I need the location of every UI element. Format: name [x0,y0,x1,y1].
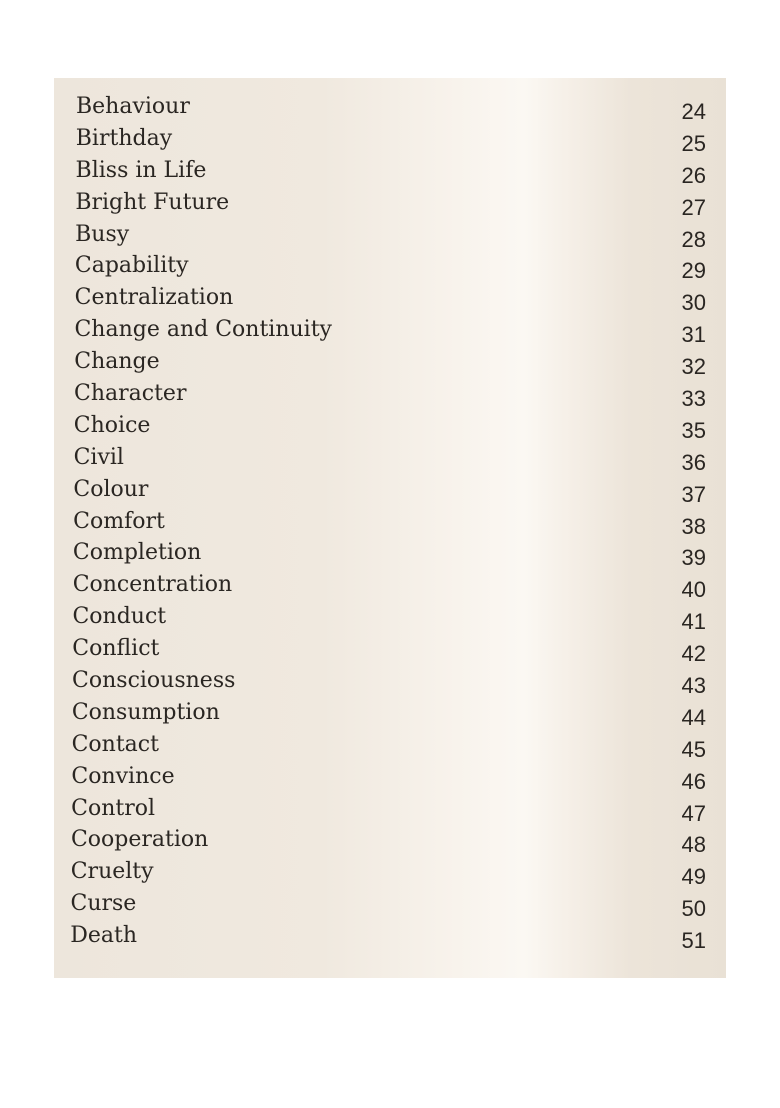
entry-page-number: 48 [681,832,706,858]
entry-page-number: 43 [681,673,706,699]
entry-page-number: 38 [681,513,706,539]
entry-page-number: 41 [681,609,706,635]
entry-title: Cooperation [70,827,209,853]
contents-entry [54,251,726,283]
contents-entry [54,124,726,156]
entry-page-number: 50 [681,896,706,922]
entry-title: Curse [70,891,137,917]
contents-entry [54,857,726,889]
entry-title: Behaviour [76,94,190,119]
entry-title: Conflict [72,636,160,662]
entry-title: Capability [74,253,189,279]
contents-entry [54,156,726,188]
contents-entry [54,730,726,762]
entry-page-number: 37 [681,481,706,507]
entry-page-number: 29 [681,258,706,284]
entry-page-number: 30 [681,290,706,316]
contents-entry [54,602,726,634]
entry-page-number: 51 [681,928,706,954]
entry-title: Busy [75,221,130,247]
contents-entry [54,698,726,730]
entry-title: Consumption [71,699,220,725]
contents-entry [54,379,726,411]
entry-page-number: 28 [681,226,706,252]
entry-page-number: 45 [681,736,706,762]
entry-title: Death [70,923,138,949]
entry-title: Control [71,795,156,821]
entry-title: Conduct [72,604,167,630]
contents-entry [54,538,726,570]
entry-title: Change [74,349,160,375]
scanned-page [54,78,726,978]
entry-page-number: 25 [681,130,706,156]
entry-title: Completion [72,540,202,566]
contents-entry [54,570,726,602]
contents-list [54,92,726,953]
entry-title: Change and Continuity [74,317,332,343]
entry-title: Colour [73,476,149,502]
entry-title: Concentration [72,572,233,598]
entry-title: Contact [71,731,159,757]
contents-entry [54,220,726,252]
entry-page-number: 44 [681,704,706,730]
entry-page-number: 27 [681,194,706,220]
contents-entry [54,411,726,443]
contents-entry [54,188,726,220]
entry-page-number: 26 [681,162,706,188]
contents-entry [54,315,726,347]
contents-entry [54,475,726,507]
contents-entry [54,283,726,315]
contents-entry [54,507,726,539]
contents-entry [54,825,726,857]
contents-entry [54,347,726,379]
entry-page-number: 31 [681,322,706,348]
contents-entry [54,921,726,953]
contents-entry [54,634,726,666]
contents-entry [54,762,726,794]
entry-page-number: 36 [681,449,706,475]
entry-title: Convince [71,763,175,789]
entry-title: Bliss in Life [75,157,207,183]
contents-entry [54,889,726,921]
contents-entry [54,443,726,475]
entry-page-number: 32 [681,354,706,380]
entry-page-number: 40 [681,577,706,603]
entry-page-number: 49 [681,864,706,890]
entry-page-number: 35 [681,417,706,443]
entry-title: Centralization [74,285,234,311]
entry-page-number: 47 [681,800,706,826]
entry-page-number: 42 [681,641,706,667]
entry-title: Consciousness [72,668,236,694]
entry-title: Birthday [75,125,173,151]
entry-page-number: 39 [681,545,706,571]
contents-entry [54,794,726,826]
entry-title: Cruelty [70,859,154,885]
entry-page-number: 33 [681,386,706,412]
contents-entry [54,666,726,698]
entry-title: Character [74,381,187,407]
entry-title: Bright Future [75,189,230,215]
entry-title: Comfort [73,508,165,534]
entry-title: Civil [73,444,124,470]
entry-title: Choice [73,412,151,438]
entry-page-number: 46 [681,768,706,794]
contents-entry [54,92,726,124]
entry-page-number: 24 [681,99,706,124]
